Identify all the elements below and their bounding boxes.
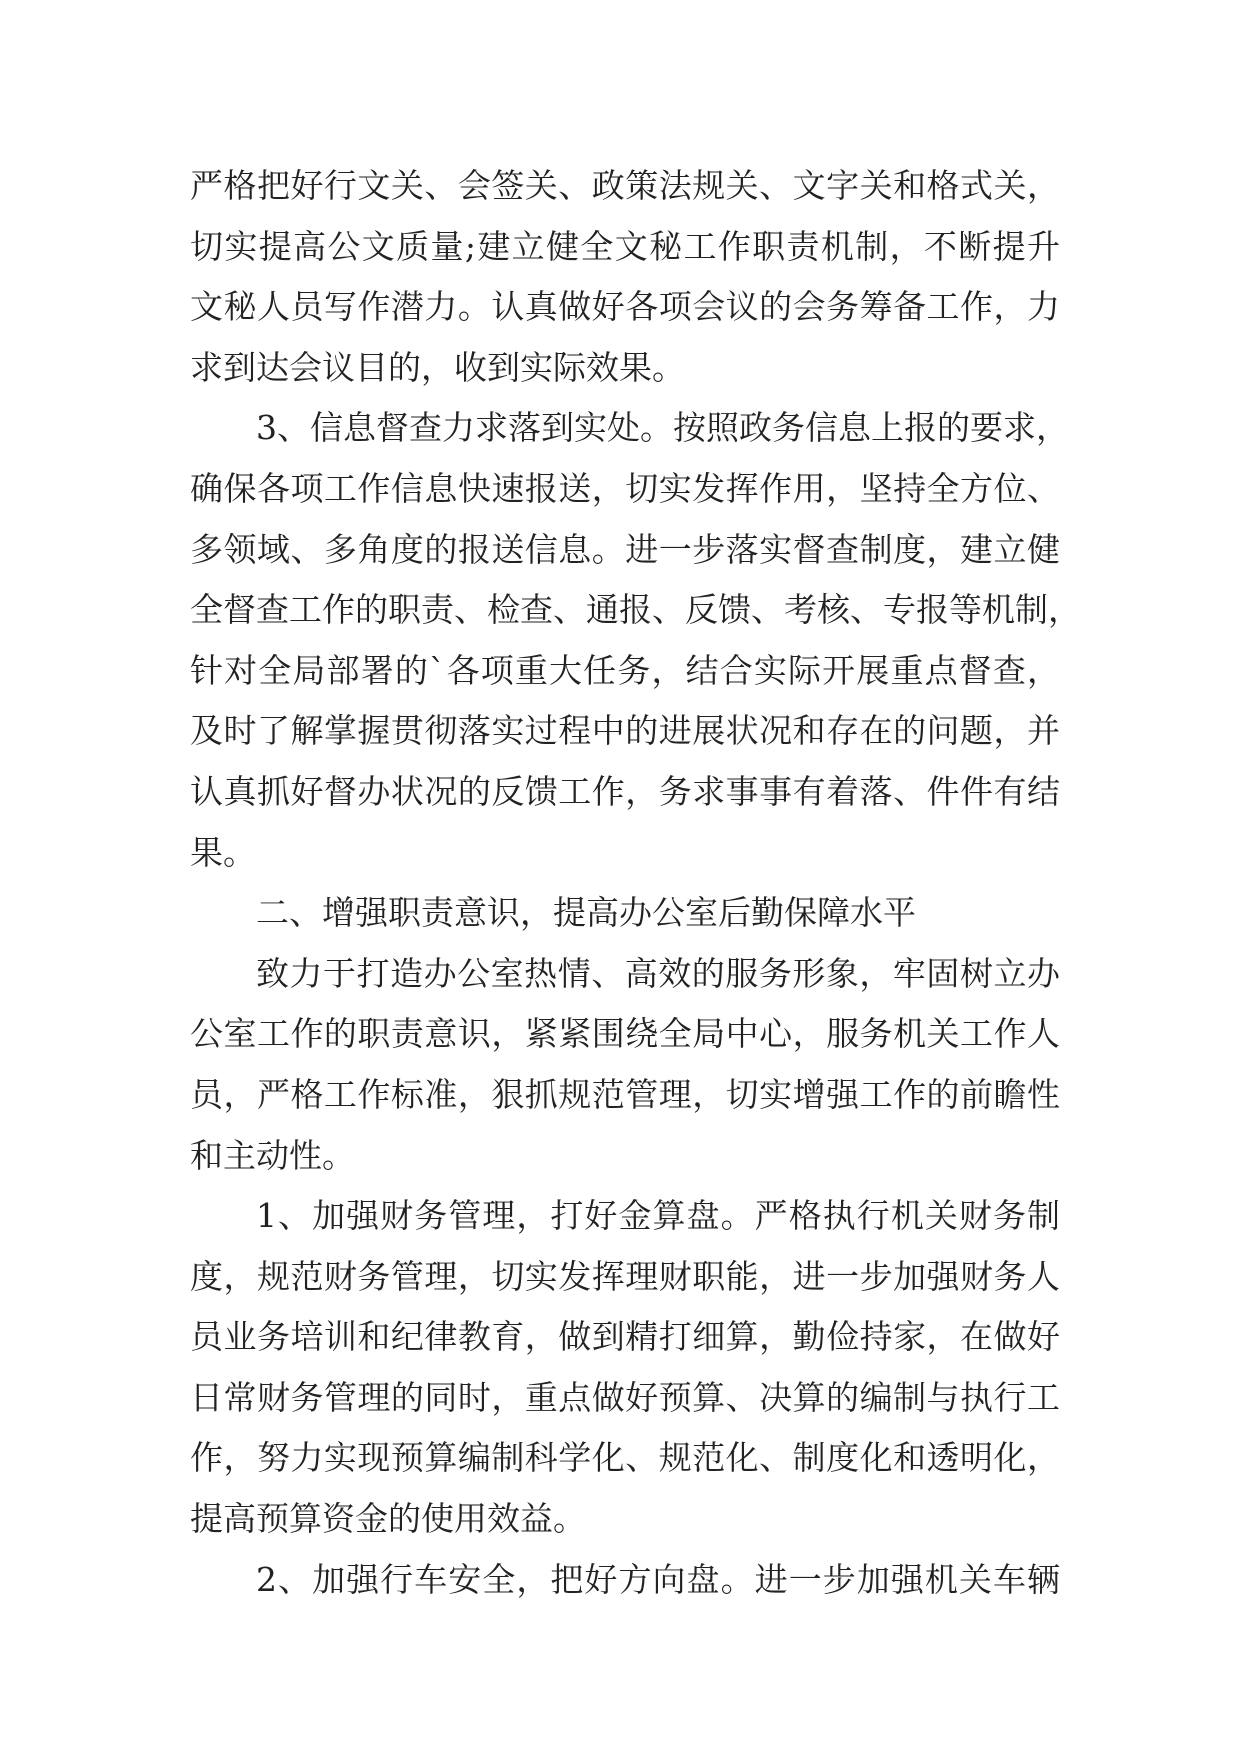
text-line: 及时了解掌握贯彻落实过程中的进展状况和存在的问题，并 (190, 711, 1060, 751)
text-line: 全督查工作的职责、检查、通报、反馈、考核、专报等机制， (190, 590, 1081, 630)
text-line: 文秘人员写作潜力。认真做好各项会议的会务筹备工作，力 (190, 287, 1060, 327)
text-line: 2、加强行车安全，把好方向盘。进一步加强机关车辆 (256, 1559, 1060, 1599)
text-line: 果。 (190, 832, 256, 872)
text-line: 求到达会议目的，收到实际效果。 (190, 347, 685, 387)
text-line: 提高预算资金的使用效益。 (190, 1499, 586, 1539)
text-line: 认真抓好督办状况的反馈工作，务求事事有着落、件件有结 (190, 771, 1060, 811)
document-body (190, 156, 1081, 1610)
text-line: 3、信息督查力求落到实处。按照政务信息上报的要求， (256, 408, 1069, 448)
text-line: 员业务培训和纪律教育，做到精打细算，勤俭持家，在做好 (190, 1317, 1060, 1357)
text-line: 公室工作的职责意识，紧紧围绕全局中心，服务机关工作人 (190, 1014, 1060, 1054)
text-line: 多领域、多角度的报送信息。进一步落实督查制度，建立健 (190, 529, 1060, 569)
text-line: 切实提高公文质量;建立健全文秘工作职责机制，不断提升 (190, 226, 1060, 266)
text-line: 作，努力实现预算编制科学化、规范化、制度化和透明化， (190, 1438, 1060, 1478)
text-line: 二、增强职责意识，提高办公室后勤保障水平 (256, 893, 916, 933)
text-line: 致力于打造办公室热情、高效的服务形象，牢固树立办 (256, 953, 1060, 993)
text-line: 度，规范财务管理，切实发挥理财职能，进一步加强财务人 (190, 1256, 1060, 1296)
text-line: 1、加强财务管理，打好金算盘。严格执行机关财务制 (256, 1196, 1060, 1236)
text-line: 确保各项工作信息快速报送，切实发挥作用，坚持全方位、 (190, 468, 1060, 508)
text-line: 严格把好行文关、会签关、政策法规关、文字关和格式关， (190, 166, 1060, 205)
text-line: 针对全局部署的`各项重大任务，结合实际开展重点督查， (190, 650, 1060, 690)
text-line: 和主动性。 (190, 1135, 355, 1175)
text-line: 日常财务管理的同时，重点做好预算、决算的编制与执行工 (190, 1377, 1060, 1417)
text-line: 员，严格工作标准，狠抓规范管理，切实增强工作的前瞻性 (190, 1074, 1060, 1114)
